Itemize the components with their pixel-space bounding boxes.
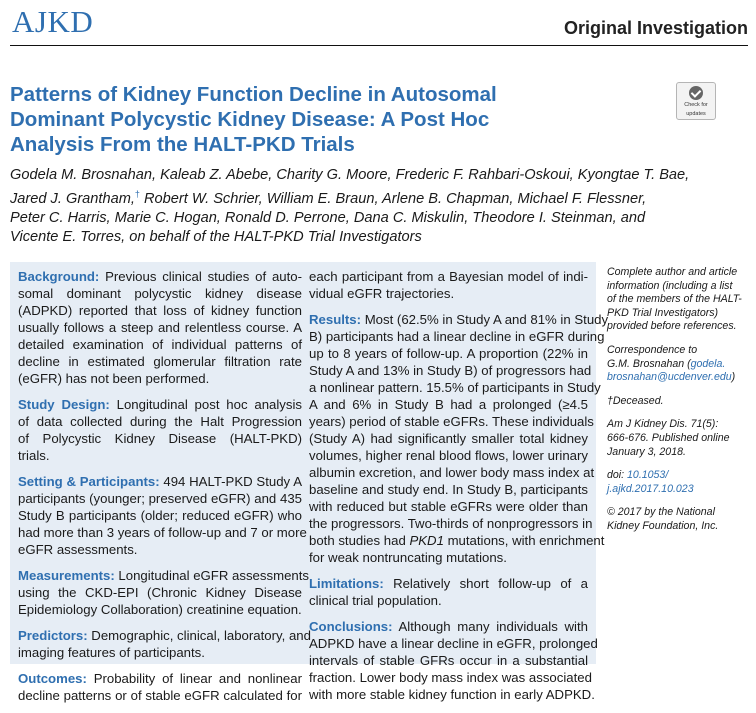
abstract-left-column — [18, 268, 311, 713]
measurements-section: Measurements: Longitudinal eGFR assessments using the CKD-EPI (Chronic Kidney Disease Epidemiology Collaboration) creatinine equation. — [18, 568, 309, 617]
article-info-sidebar — [607, 266, 747, 544]
title-line: Patterns of Kidney Function Decline in Autosomal — [10, 83, 497, 106]
article-type: Original Investigation — [563, 18, 748, 38]
author-line: Godela M. Brosnahan, Kaleab Z. Abebe, Charity G. Moore, Frederic F. Rahbari-Oskoui, Kyongtae T. Bae, — [10, 167, 690, 183]
section-label: Outcomes: — [18, 671, 87, 686]
article-title — [10, 82, 570, 157]
outcomes-continued: each participant from a Bayesian model of indi- vidual eGFR trajectories. — [309, 269, 588, 301]
title-line: Analysis From the HALT-PKD Trials — [10, 133, 355, 156]
abstract-box — [10, 262, 609, 703]
deceased-note: †Deceased. — [607, 394, 664, 407]
setting-section: Setting & Participants: 494 HALT-PKD Study A participants (younger; preserved eGFR) and 435 Study B participants (older; reduced eGFR) who had more than 3 years of follow-up and 7 or more eGFR assessments. — [18, 474, 307, 557]
email-link[interactable]: brosnahan@ucdenver.edu — [607, 371, 732, 384]
predictors-section: Predictors: Demographic, clinical, laboratory, and imaging features of participants. — [18, 628, 311, 660]
limitations-section: Limitations: Relatively short follow-up of a clinical trial population. — [309, 576, 588, 608]
doi: doi: 10.1053/ j.ajkd.2017.10.023 — [607, 469, 747, 496]
header-divider — [10, 45, 748, 46]
dagger-mark[interactable]: † — [134, 189, 140, 199]
section-label: Setting & Participants: — [18, 474, 160, 489]
section-label: Background: — [18, 269, 100, 284]
author-info-note: Complete author and article information (including a list of the members of the HALT- PKD Trial Investigators) provided before references. — [607, 266, 742, 333]
section-label: Measurements: — [18, 568, 115, 583]
check-for-updates-button[interactable] — [676, 82, 716, 120]
badge-text-line2: updates — [686, 110, 706, 117]
journal-logo: AJKD — [12, 4, 94, 39]
citation: Am J Kidney Dis. 71(5): 666-676. Published online January 3, 2018. — [607, 418, 730, 458]
author-line: Peter C. Harris, Marie C. Hogan, Ronald D. Perrone, Dana C. Miskulin, Theodore I. Steinman, and — [10, 209, 646, 226]
section-label: Results: — [309, 312, 362, 327]
copyright: © 2017 by the National Kidney Foundation, Inc. — [607, 506, 719, 532]
title-line: Dominant Polycystic Kidney Disease: A Post Hoc — [10, 108, 490, 131]
author-grantham: Jared J. Grantham, — [10, 190, 135, 207]
outcomes-section: Outcomes: Probability of linear and nonlinear decline patterns or of stable eGFR calculated for — [18, 671, 302, 703]
study-design-section: Study Design: Longitudinal post hoc analysis of data collected during the Halt Progression of Polycystic Kidney Disease (HALT-PKD) trials. — [18, 397, 303, 463]
doi-link[interactable]: j.ajkd.2017.10.023 — [607, 482, 694, 495]
correspondence: Correspondence to G.M. Brosnahan (godela. brosnahan@ucdenver.edu) — [607, 343, 736, 384]
conclusions-section: Conclusions: Although many individuals with ADPKD have a linear decline in eGFR, prolonged intervals of stable GFRs occur in a substantial fraction. Lower body mass index was associated with more stable kidney function in early ADPKD. — [309, 619, 598, 702]
email-link[interactable]: godela. — [690, 357, 726, 370]
results-section: Results: Most (62.5% in Study A and 81% in Study B) participants had a linear decline in eGFR during up to 8 years of follow-up. A proportion (22% in Study A and 13% in Study B) of progressors had a nonlinear pattern. 15.5% of participants in Study A and 6% in Study B had a prolonged (≥4.5 years) period of stable eGFRs. These individuals (Study A) had significantly smaller total kidney volumes, higher renal blood flows, lower urinary albumin excretion, and lower body mass index at baseline and study end. In Study B, participants with reduced but stable eGFRs were older than the progressors. Two-thirds of nonprogressors in both studies had PKD1 mutations, with enrichment for weak nontruncating mutations. — [309, 312, 609, 565]
section-label: Limitations: — [309, 576, 384, 591]
section-label: Conclusions: — [309, 619, 393, 634]
check-updates-icon — [689, 86, 703, 100]
gene-name: PKD1 — [409, 533, 444, 548]
doi-link[interactable]: 10.1053/ — [627, 469, 669, 482]
badge-text-line1: Check for — [684, 102, 708, 108]
section-label: Study Design: — [18, 397, 110, 412]
abstract-right-column — [309, 268, 609, 712]
author-line — [10, 185, 745, 209]
author-line: Vicente E. Torres, on behalf of the HALT-PKD Trial Investigators — [10, 228, 422, 245]
author-line-rest: Robert W. Schrier, William E. Braun, Arlene B. Chapman, Michael F. Flessner, — [139, 190, 647, 207]
section-label: Predictors: — [18, 628, 88, 643]
background-section: Background: Previous clinical studies of auto- somal dominant polycystic kidney disease (ADPKD) reported that loss of kidney function usually follows a steep and relentless course. A detailed examination of individual patterns of decline in estimated glomerular filtration rate (eGFR) has not been performed. — [18, 269, 302, 386]
author-list — [10, 166, 745, 247]
